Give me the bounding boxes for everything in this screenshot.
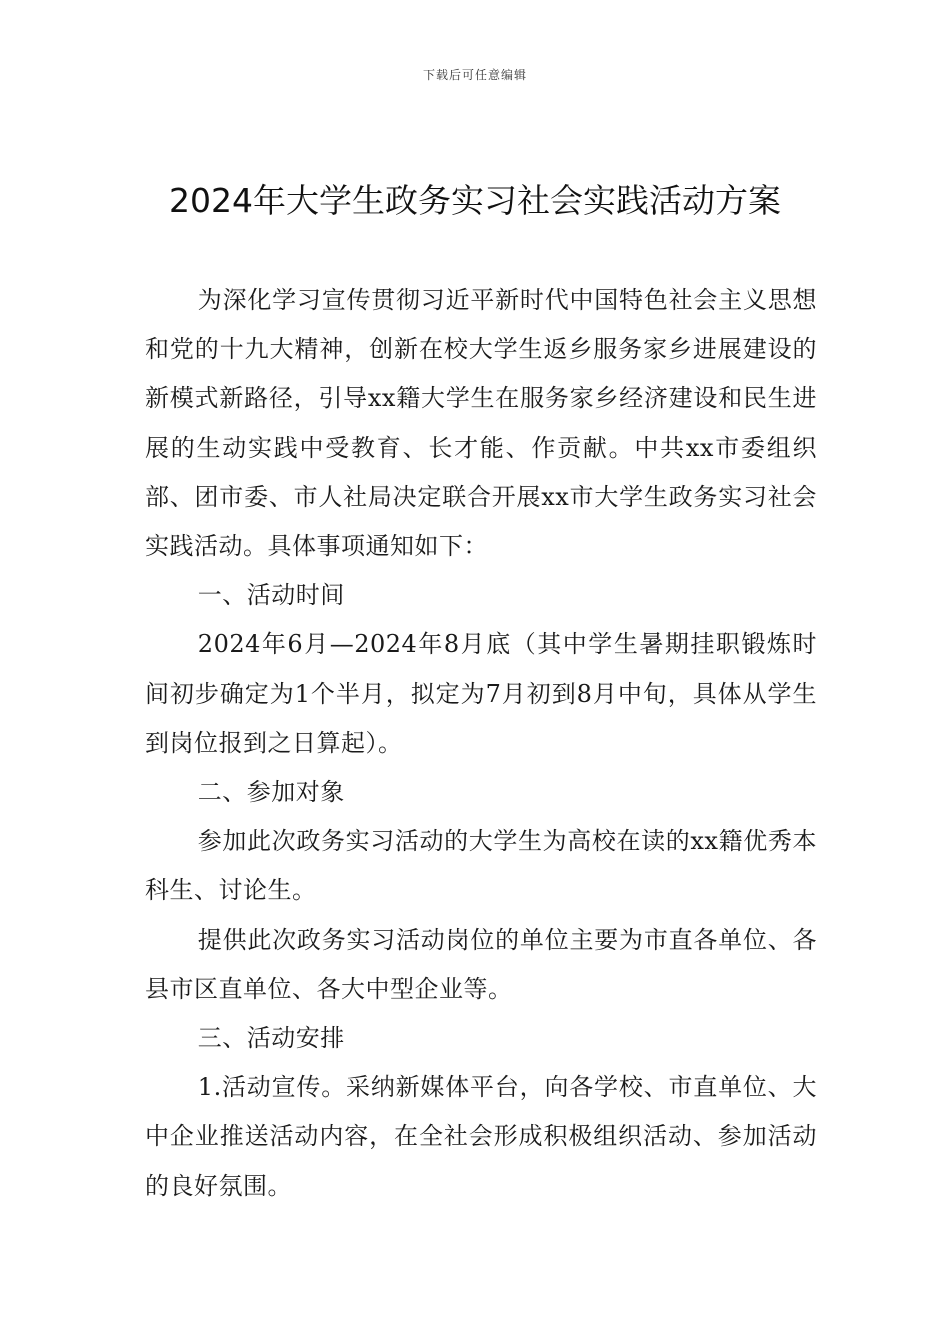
- paragraph-units: 提供此次政务实习活动岗位的单位主要为市直各单位、各县市区直单位、各大中型企业等。: [145, 925, 817, 1003]
- document-body: [145, 276, 817, 1211]
- paragraph-publicity: 1.活动宣传。采纳新媒体平台，向各学校、市直单位、大中企业推送活动内容，在全社会形成积极组织活动、参加活动的良好氛围。: [145, 1073, 817, 1200]
- document-title: 2024年大学生政务实习社会实践活动方案: [169, 181, 781, 220]
- header-note: 下载后可任意编辑: [422, 68, 527, 82]
- section-heading-participants: 二、参加对象: [197, 778, 345, 807]
- paragraph-participants: 参加此次政务实习活动的大学生为高校在读的xx籍优秀本科生、讨论生。: [145, 827, 817, 905]
- section-heading-arrangement: 三、活动安排: [197, 1024, 345, 1053]
- section-heading-time: 一、活动时间: [197, 581, 345, 610]
- paragraph-intro: 为深化学习宣传贯彻习近平新时代中国特色社会主义思想和党的十九大精神，创新在校大学生返乡服务家乡进展建设的新模式新路径，引导xx籍大学生在服务家乡经济建设和民生进展的生动实践中受教育、长才能、作贡献。中共xx市委组织部、团市委、市人社局决定联合开展xx市大学生政务实习社会实践活动。具体事项通知如下：: [145, 286, 817, 561]
- paragraph-time: 2024年6月—2024年8月底（其中学生暑期挂职锻炼时间初步确定为1个半月，拟定为7月初到8月中旬，具体从学生到岗位报到之日算起）。: [145, 630, 817, 757]
